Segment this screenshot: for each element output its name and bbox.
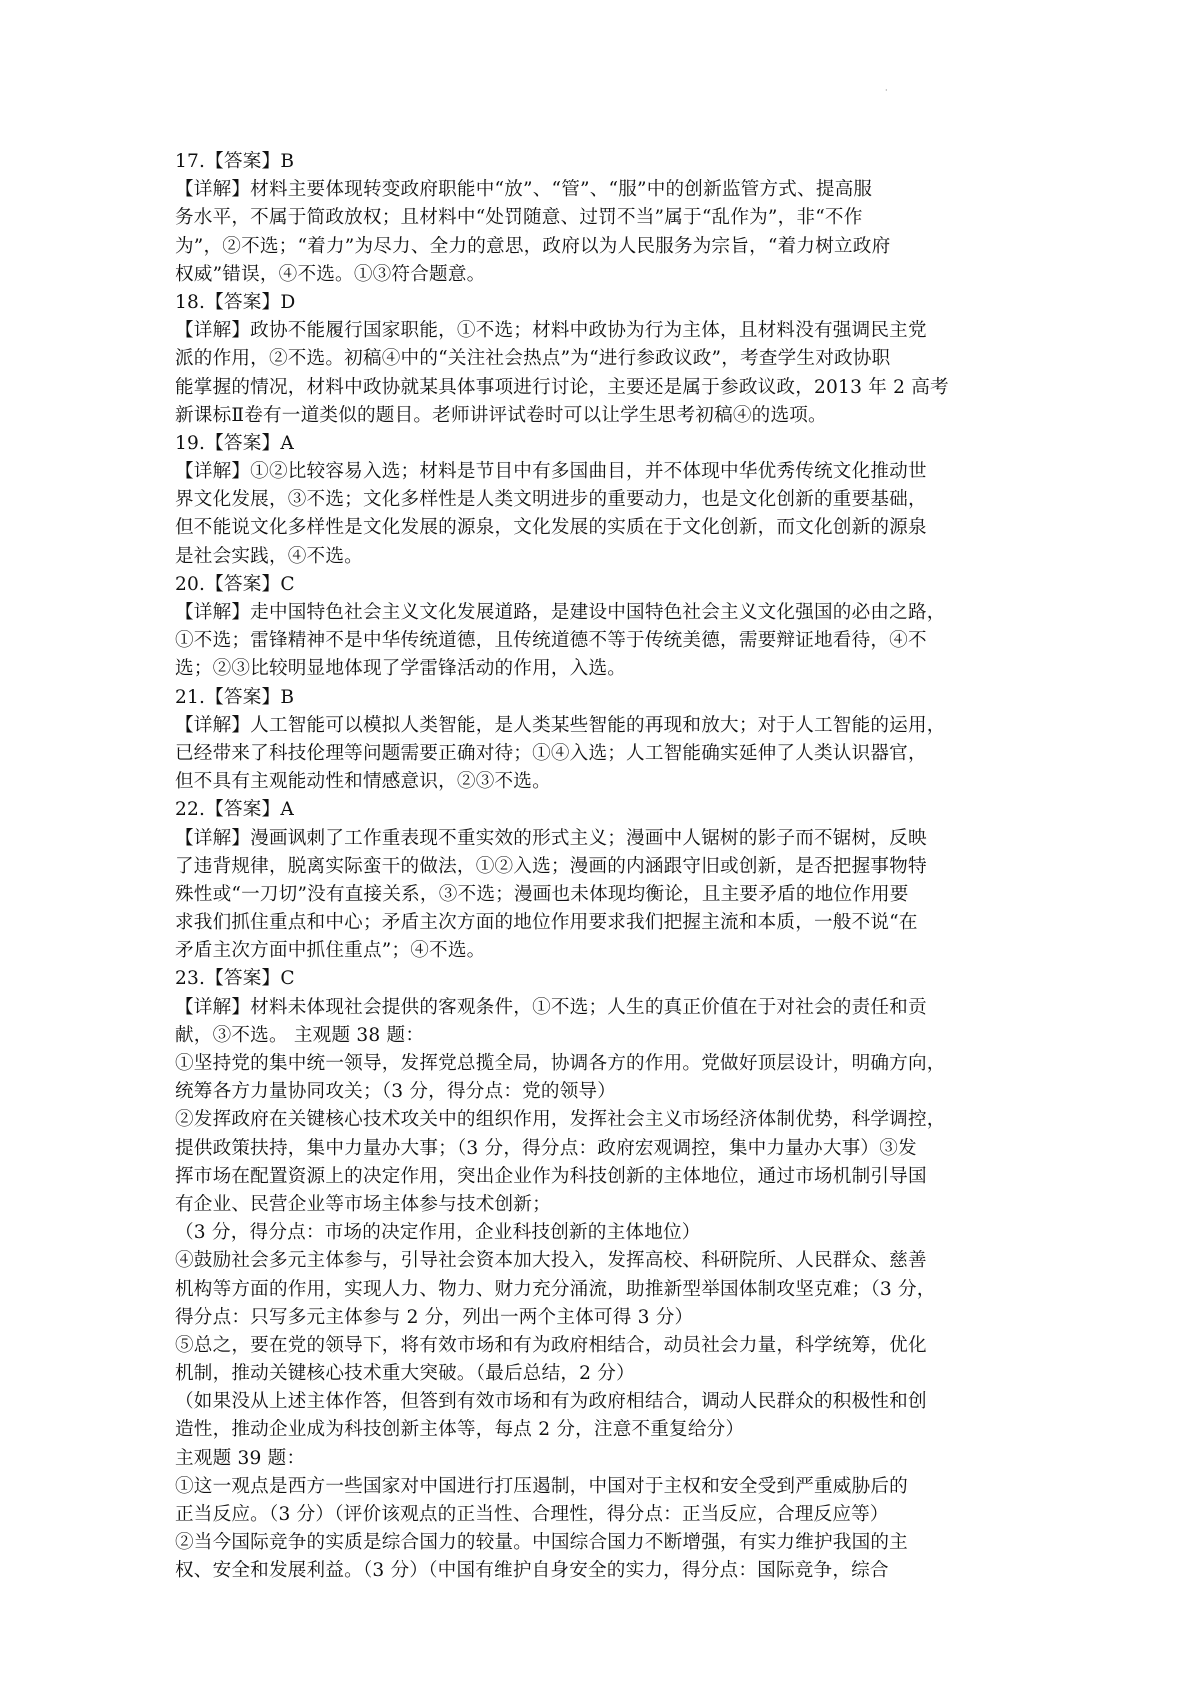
text-line: 【详解】材料主要体现转变政府职能中“放”、“管”、“服”中的创新监管方式、提高服	[175, 179, 873, 201]
text-line: 统筹各方力量协同攻关；（3 分，得分点：党的领导）	[175, 1081, 617, 1103]
text-line: 20.【答案】C	[175, 573, 295, 595]
text-line: ②当今国际竞争的实质是综合国力的较量。中国综合国力不断增强，有实力维护我国的主	[175, 1532, 908, 1554]
text-line: 【详解】走中国特色社会主义文化发展道路，是建设中国特色社会主义文化强国的必由之路，	[175, 602, 946, 623]
text-line: 机制，推动关键核心技术重大突破。（最后总结，2 分）	[175, 1363, 635, 1385]
text-line: ①不选；雷锋精神不是中华传统道德，且传统道德不等于传统美德，需要辩证地看待，④不	[175, 630, 927, 652]
text-line: 【详解】漫画讽刺了工作重表现不重实效的形式主义；漫画中人锯树的影子而不锯树，反映	[175, 827, 927, 849]
text-line: （如果没从上述主体作答，但答到有效市场和有为政府相结合，调动人民群众的积极性和创	[175, 1391, 927, 1413]
document-body	[175, 148, 1040, 1586]
text-line: 是社会实践，④不选。	[175, 545, 363, 567]
text-line: 18.【答案】D	[175, 291, 296, 313]
text-line: 矛盾主次方面中抓住重点”；④不选。	[175, 940, 486, 962]
text-line: 求我们抓住重点和中心；矛盾主次方面的地位作用要求我们把握主流和本质，一般不说“在	[175, 912, 918, 934]
text-line: 献，③不选。 主观题 38 题：	[175, 1024, 425, 1046]
text-line: 机构等方面的作用，实现人力、物力、财力充分涌流，助推新型举国体制攻坚克难；（3 分，	[175, 1278, 936, 1300]
text-line: 21.【答案】B	[175, 686, 295, 708]
text-line: 19.【答案】A	[175, 432, 294, 454]
text-line: 权、安全和发展利益。（3 分）（中国有维护自身安全的实力，得分点：国际竞争，综合	[175, 1560, 889, 1582]
text-line: 派的作用，②不选。初稿④中的“关注社会热点”为“进行参政议政”，考查学生对政协职	[175, 348, 891, 370]
text-line: 了违背规律，脱离实际蛮干的做法，①②入选；漫画的内涵跟守旧或创新，是否把握事物特	[175, 855, 927, 877]
text-line: 22.【答案】A	[175, 799, 294, 821]
corner-mark: ·	[885, 86, 888, 95]
text-line: 造性，推动企业成为科技创新主体等，每点 2 分，注意不重复给分）	[175, 1419, 745, 1441]
text-line: 【详解】①②比较容易入选；材料是节目中有多国曲目，并不体现中华优秀传统文化推动世	[175, 461, 927, 483]
text-line: 挥市场在配置资源上的决定作用，突出企业作为科技创新的主体地位，通过市场机制引导国	[175, 1165, 927, 1187]
text-line: 已经带来了科技伦理等问题需要正确对待；①④入选；人工智能确实延伸了人类认识器官，	[175, 742, 927, 764]
text-line: ⑤总之，要在党的领导下，将有效市场和有为政府相结合，动员社会力量，科学统筹，优化	[175, 1334, 927, 1356]
text-line: ②发挥政府在关键核心技术攻关中的组织作用，发挥社会主义市场经济体制优势，科学调控，	[175, 1109, 946, 1131]
text-line: ①坚持党的集中统一领导，发挥党总揽全局，协调各方的作用。党做好顶层设计，明确方向，	[175, 1053, 946, 1074]
text-line: 提供政策扶持，集中力量办大事；（3 分，得分点：政府宏观调控，集中力量办大事）③发	[175, 1137, 917, 1159]
text-line: 务水平，不属于简政放权；且材料中“处罚随意、过罚不当”属于“乱作为”，非“不作	[175, 207, 863, 229]
text-line: 新课标Ⅱ卷有一道类似的题目。老师讲评试卷时可以让学生思考初稿④的选项。	[175, 404, 827, 426]
text-line: 选；②③比较明显地体现了学雷锋活动的作用，入选。	[175, 658, 627, 680]
text-line: 能掌握的情况，材料中政协就某具体事项进行讨论，主要还是属于参政议政，2013 年 2 高考	[175, 376, 949, 398]
text-line: 【详解】人工智能可以模拟人类智能，是人类某些智能的再现和放大；对于人工智能的运用，	[175, 714, 946, 736]
text-line: 正当反应。（3 分）（评价该观点的正当性、合理性，得分点：正当反应，合理反应等）	[175, 1504, 889, 1525]
text-line: 【详解】政协不能履行国家职能，①不选；材料中政协为行为主体，且材料没有强调民主党	[175, 320, 927, 342]
text-line: 但不能说文化多样性是文化发展的源泉，文化发展的实质在于文化创新，而文化创新的源泉	[175, 517, 927, 539]
text-line: 为”，②不选；“着力”为尽力、全力的意思，政府以为人民服务为宗旨，“着力树立政府	[175, 235, 891, 257]
text-line: 17.【答案】B	[175, 151, 295, 172]
text-line: 主观题 39 题：	[175, 1447, 306, 1469]
text-line: ④鼓励社会多元主体参与，引导社会资本加大投入，发挥高校、科研院所、人民群众、慈善	[175, 1250, 927, 1272]
text-line: 界文化发展，③不选；文化多样性是人类文明进步的重要动力，也是文化创新的重要基础，	[175, 489, 927, 511]
text-line: 但不具有主观能动性和情感意识，②③不选。	[175, 771, 551, 793]
text-line: 【详解】材料未体现社会提供的客观条件，①不选；人生的真正价值在于对社会的责任和贡	[175, 996, 927, 1018]
text-line: （3 分，得分点：市场的决定作用，企业科技创新的主体地位）	[175, 1222, 701, 1244]
text-line: 得分点：只写多元主体参与 2 分，列出一两个主体可得 3 分）	[175, 1306, 694, 1328]
text-line: 有企业、民营企业等市场主体参与技术创新；	[175, 1193, 551, 1215]
text-line: 殊性或“一刀切”没有直接关系，③不选；漫画也未体现均衡论，且主要矛盾的地位作用要	[175, 883, 909, 905]
text-line: 权威”错误，④不选。①③符合题意。	[175, 263, 486, 285]
text-line: 23.【答案】C	[175, 968, 295, 990]
text-line: ①这一观点是西方一些国家对中国进行打压遏制，中国对于主权和安全受到严重威胁后的	[175, 1475, 908, 1497]
